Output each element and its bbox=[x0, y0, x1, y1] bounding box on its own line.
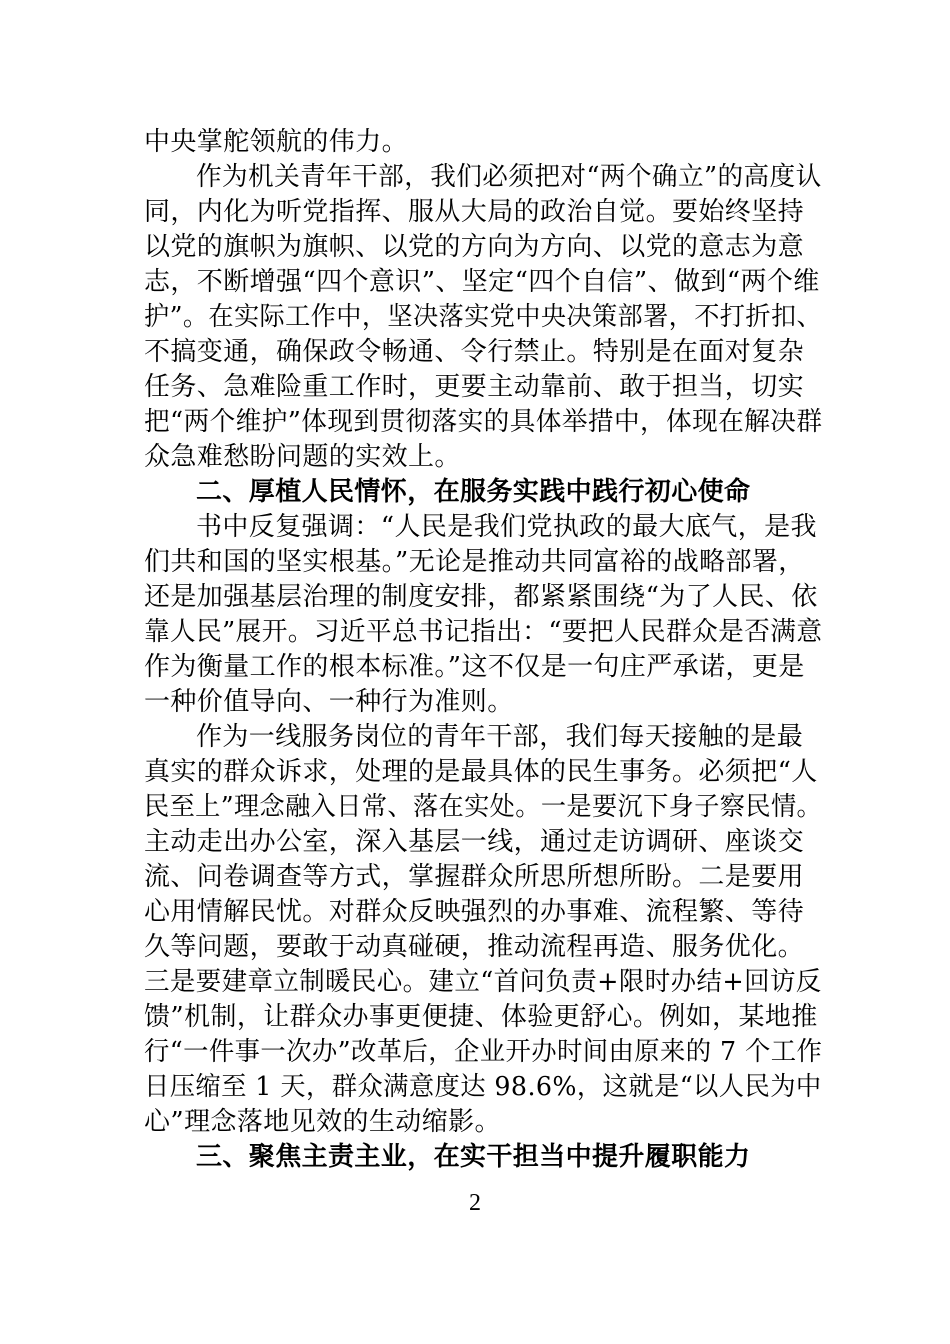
body-line: 护”。在实际工作中，坚决落实党中央决策部署，不打折扣、 bbox=[144, 302, 823, 332]
page-number: 2 bbox=[469, 1190, 481, 1216]
body-line: 还是加强基层治理的制度安排，都紧紧围绕“为了人民、依 bbox=[144, 582, 818, 612]
body-line: 一种价值导向、一种行为准则。 bbox=[144, 687, 514, 717]
body-line: 中央掌舵领航的伟力。 bbox=[144, 127, 409, 157]
body-line: 主动走出办公室，深入基层一线，通过走访调研、座谈交 bbox=[144, 827, 805, 857]
body-line: 久等问题，要敢于动真碰硬，推动流程再造、服务优化。 bbox=[144, 932, 805, 962]
body-line: 众急难愁盼问题的实效上。 bbox=[144, 442, 461, 472]
body-line: 民至上”理念融入日常、落在实处。一是要沉下身子察民情。 bbox=[144, 792, 823, 822]
body-line: 把“两个维护”体现到贯彻落实的具体举措中，体现在解决群 bbox=[144, 407, 823, 437]
body-line: 流、问卷调查等方式，掌握群众所思所想所盼。二是要用 bbox=[144, 862, 805, 892]
body-line: 三是要建章立制暖民心。建立“首问负责+限时办结+回访反 bbox=[144, 967, 822, 997]
body-line: 同，内化为听党指挥、服从大局的政治自觉。要始终坚持 bbox=[144, 197, 805, 227]
paragraph-first-line: 书中反复强调：“人民是我们党执政的最大底气，是我 bbox=[196, 512, 817, 542]
body-line: 心”理念落地见效的生动缩影。 bbox=[144, 1107, 501, 1137]
body-line: 们共和国的坚实根基。”无论是推动共同富裕的战略部署， bbox=[144, 547, 805, 577]
paragraph-first-line: 作为一线服务岗位的青年干部，我们每天接触的是最 bbox=[196, 722, 804, 752]
body-line: 真实的群众诉求，处理的是最具体的民生事务。必须把“人 bbox=[144, 757, 818, 787]
body-line: 心用情解民忧。对群众反映强烈的办事难、流程繁、等待 bbox=[144, 897, 805, 927]
body-line: 不搞变通，确保政令畅通、令行禁止。特别是在面对复杂 bbox=[144, 337, 805, 367]
body-line: 馈”机制，让群众办事更便捷、体验更舒心。例如，某地推 bbox=[144, 1002, 818, 1032]
section-heading: 二、厚植人民情怀，在服务实践中践行初心使命 bbox=[196, 477, 751, 507]
body-line: 作为衡量工作的根本标准。”这不仅是一句庄严承诺，更是 bbox=[144, 652, 805, 682]
paragraph-first-line: 作为机关青年干部，我们必须把对“两个确立”的高度认 bbox=[196, 162, 822, 192]
body-line: 以党的旗帜为旗帜、以党的方向为方向、以党的意志为意 bbox=[144, 232, 805, 262]
body-line: 日压缩至 1 天，群众满意度达 98.6%，这就是“以人民为中 bbox=[144, 1072, 822, 1102]
body-line: 行“一件事一次办”改革后，企业开办时间由原来的 7 个工作 bbox=[144, 1037, 823, 1067]
section-heading: 三、聚焦主责主业，在实干担当中提升履职能力 bbox=[196, 1142, 751, 1172]
body-line: 志，不断增强“四个意识”、坚定“四个自信”、做到“两个维 bbox=[144, 267, 820, 297]
body-line: 任务、急难险重工作时，更要主动靠前、敢于担当，切实 bbox=[144, 372, 805, 402]
body-line: 靠人民”展开。习近平总书记指出：“要把人民群众是否满意 bbox=[144, 617, 823, 647]
